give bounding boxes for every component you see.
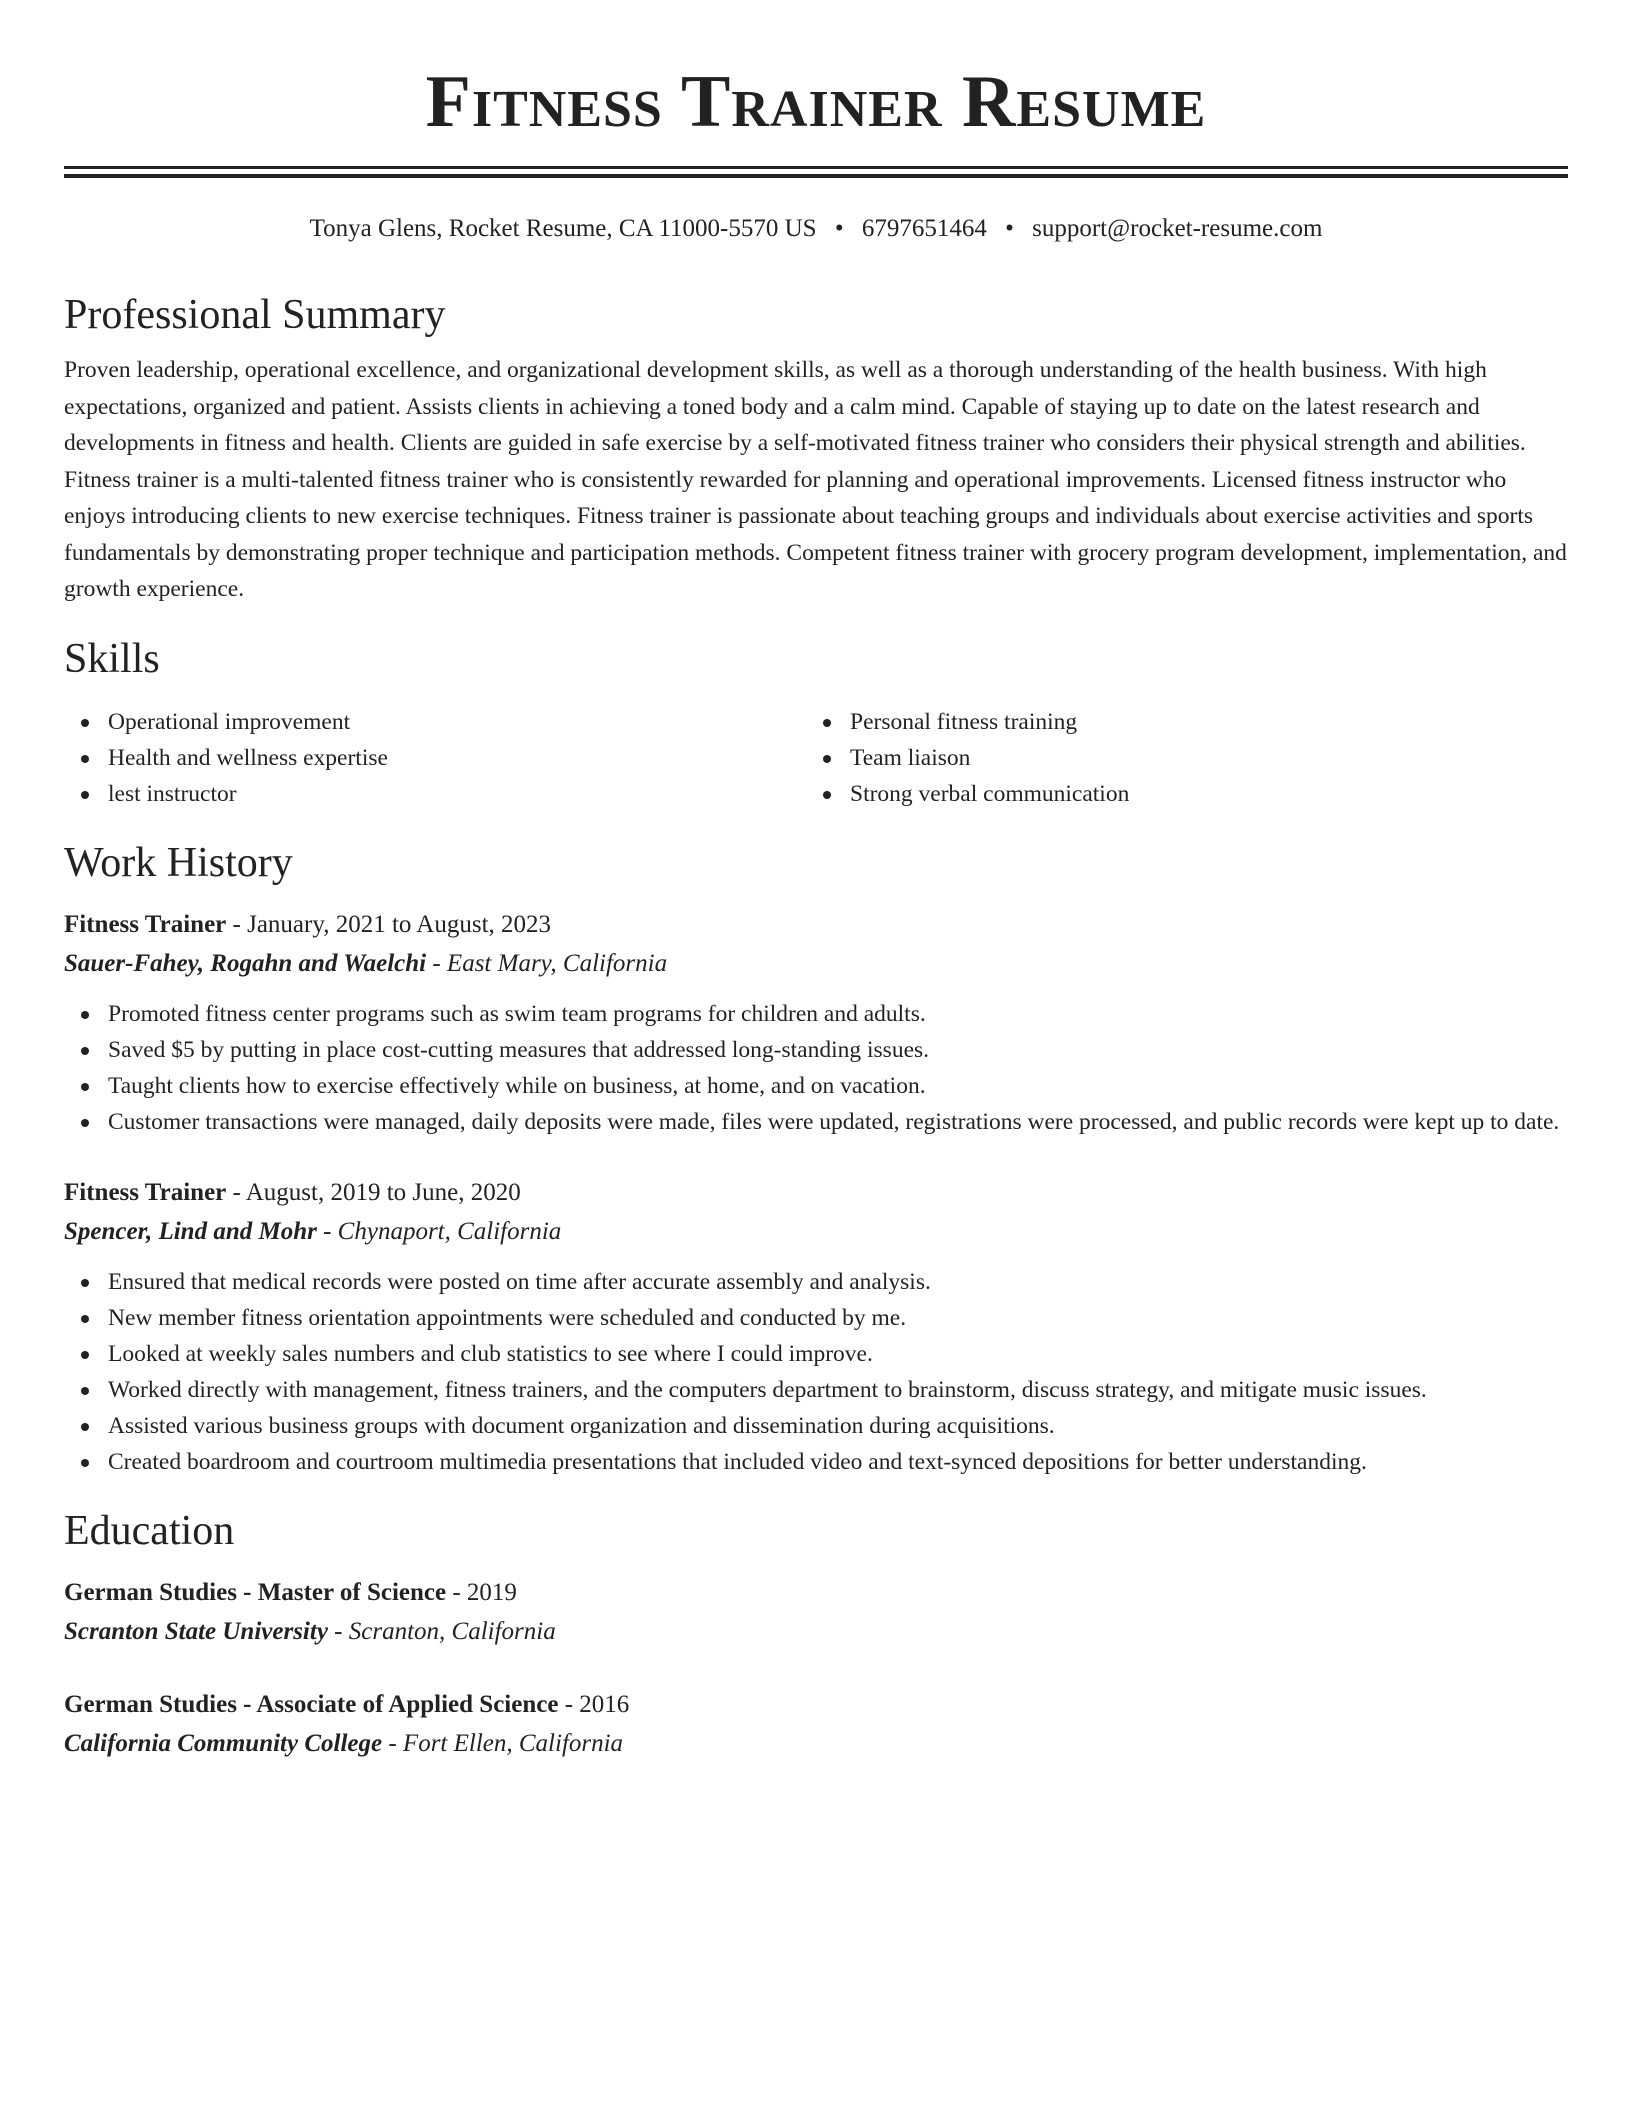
skills-heading: Skills	[64, 635, 160, 682]
contact-separator: •	[1005, 215, 1014, 242]
education-section	[64, 1506, 1568, 1764]
work-history-heading: Work History	[64, 839, 293, 886]
contact-email: support@rocket-resume.com	[1032, 215, 1323, 242]
contact-address: Tonya Glens, Rocket Resume, CA 11000-5570 US	[309, 215, 817, 242]
education-school-line	[64, 1612, 1568, 1652]
job-bullet: Customer transactions were managed, daily deposits were made, files were updated, registrations were processed, and public records were kept up to date.	[64, 1104, 1568, 1140]
education-school-line	[64, 1724, 1568, 1764]
education-location: - Fort Ellen, California	[382, 1729, 624, 1757]
job-bullet: Taught clients how to exercise effectively while on business, at home, and on vacation.	[64, 1068, 1568, 1104]
contact-line	[64, 212, 1568, 246]
job-bullet: New member fitness orientation appointments were scheduled and conducted by me.	[64, 1300, 1568, 1336]
skill-item: Team liaison	[806, 740, 1548, 776]
summary-section	[64, 290, 1568, 608]
job-bullet: Assisted various business groups with document organization and dissemination during acquisitions.	[64, 1408, 1568, 1444]
skill-item: Health and wellness expertise	[64, 740, 806, 776]
education-degree: German Studies - Master of Science	[64, 1578, 447, 1606]
job-bullet: Saved $5 by putting in place cost-cutting measures that addressed long-standing issues.	[64, 1032, 1568, 1068]
job-employer-line	[64, 944, 1568, 984]
job-bullet: Worked directly with management, fitness trainers, and the computers department to brainstorm, discuss strategy, and mitigate music issues.	[64, 1372, 1568, 1408]
education-year: - 2019	[446, 1578, 517, 1606]
summary-text: Proven leadership, operational excellence, and organizational development skills, as well as a thorough understanding of the health business. With high expectations, organized and patient. Assists clients in achieving a toned body and a calm mind. Capable of staying up to date on the latest research and developments in fitness and health. Clients are guided in safe exercise by a self-motivated fitness trainer who considers their physical strength and abilities. Fitness trainer is a multi-talented fitness trainer who is consistently rewarded for planning and operational improvements. Licensed fitness instructor who enjoys introducing clients to new exercise techniques. Fitness trainer is passionate about teaching groups and individuals about exercise activities and sports fundamentals by demonstrating proper technique and participation methods. Competent fitness trainer with grocery program development, implementation, and growth experience.	[64, 357, 1567, 602]
job-location: - Chynaport, California	[316, 1217, 562, 1245]
skill-item: lest instructor	[64, 776, 806, 812]
job-bullet: Looked at weekly sales numbers and club statistics to see where I could improve.	[64, 1336, 1568, 1372]
contact-phone: 6797651464	[861, 215, 987, 242]
job-bullet: Created boardroom and courtroom multimedia presentations that included video and text-synced depositions for better understanding.	[64, 1444, 1568, 1480]
resume-title: Fitness Trainer Resume	[425, 61, 1207, 143]
education-degree-line	[64, 1574, 1568, 1612]
job-bullet: Ensured that medical records were posted on time after accurate assembly and analysis.	[64, 1264, 1568, 1300]
education-location: - Scranton, California	[327, 1617, 556, 1645]
skill-item: Personal fitness training	[806, 704, 1548, 740]
job-title: Fitness Trainer	[64, 1178, 227, 1206]
education-entry	[64, 1686, 1568, 1764]
education-entry	[64, 1574, 1568, 1652]
skill-item: Operational improvement	[64, 704, 806, 740]
job-dates: - January, 2021 to August, 2023	[226, 910, 552, 938]
summary-heading: Professional Summary	[64, 292, 446, 338]
skill-item: Strong verbal communication	[806, 776, 1548, 812]
job-entry	[64, 906, 1568, 1140]
education-degree: German Studies - Associate of Applied Science	[64, 1690, 559, 1718]
skills-grid	[64, 704, 1568, 812]
job-bullet: Promoted fitness center programs such as swim team programs for children and adults.	[64, 996, 1568, 1032]
education-school: Scranton State University	[64, 1617, 328, 1645]
job-location: - East Mary, California	[426, 949, 668, 977]
work-history-section	[64, 838, 1568, 1480]
job-bullet-list	[64, 996, 1568, 1140]
contact-separator: •	[834, 215, 844, 242]
job-bullet-list	[64, 1264, 1568, 1480]
job-title: Fitness Trainer	[64, 910, 227, 938]
education-degree-line	[64, 1686, 1568, 1724]
job-header	[64, 1174, 1568, 1212]
job-employer: Spencer, Lind and Mohr	[64, 1217, 317, 1245]
skills-section	[64, 634, 1568, 812]
skills-list-left	[64, 704, 806, 812]
job-entry	[64, 1174, 1568, 1480]
education-year: - 2016	[558, 1690, 630, 1718]
job-employer: Sauer-Fahey, Rogahn and Waelchi	[64, 949, 427, 977]
skills-list-right	[806, 704, 1548, 812]
education-heading: Education	[64, 1507, 235, 1554]
job-header	[64, 906, 1568, 944]
education-school: California Community College	[64, 1729, 383, 1757]
job-dates: - August, 2019 to June, 2020	[226, 1178, 521, 1206]
job-employer-line	[64, 1212, 1568, 1252]
title-divider	[64, 166, 1568, 178]
